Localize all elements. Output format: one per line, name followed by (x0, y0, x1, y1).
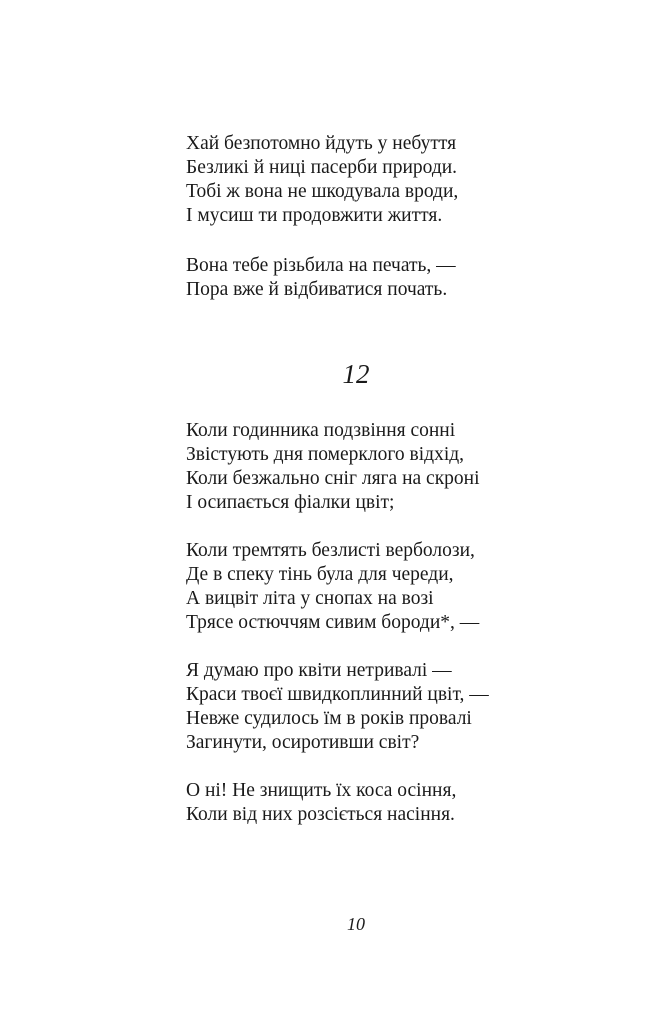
verse-line: І мусиш ти продовжити життя. (186, 205, 443, 226)
verse-line: Невже судилось їм в років провалі (186, 708, 472, 729)
stanza (186, 419, 626, 515)
verse-line: Краси твоєї швидкоплинний цвіт, — (186, 684, 489, 705)
verse-line: Коли тремтять безлисті верболози, (186, 540, 475, 561)
verse-line: Пора вже й відбиватися почать. (186, 279, 448, 300)
verse-line: Загинути, осиротивши світ? (186, 732, 420, 753)
stanza (186, 132, 626, 228)
verse-line: Безликі й ниці пасерби природи. (186, 157, 458, 178)
verse-line: Хай безпотомно йдуть у небуття (186, 133, 457, 154)
verse-line: І осипається фіалки цвіт; (186, 492, 395, 513)
verse-line: Коли від них розсіється насіння. (186, 804, 455, 825)
verse-line: Звістують дня померклого відхід, (186, 444, 465, 465)
verse-line: О ні! Не знищить їх коса осіння, (186, 780, 457, 801)
couplet (186, 779, 626, 827)
page-number: 10 (347, 914, 365, 934)
verse-line: Тобі ж вона не шкодувала вроди, (186, 181, 459, 202)
verse-line: Вона тебе різьбила на печать, — (186, 255, 456, 276)
verse-line: Коли безжально сніг ляга на скроні (186, 468, 480, 489)
stanza (186, 539, 626, 635)
verse-line: Де в спеку тінь була для череди, (186, 564, 454, 585)
stanza (186, 659, 626, 755)
couplet (186, 254, 626, 302)
verse-line: Трясе остюччям сивим бороди*, — (186, 612, 480, 633)
verse-line: Я думаю про квіти нетривалі — (186, 660, 452, 681)
sonnet-number: 12 (342, 359, 370, 389)
verse-line: Коли годинника подзвіння сонні (186, 420, 456, 441)
verse-line: А вицвіт літа у снопах на возі (186, 588, 434, 609)
